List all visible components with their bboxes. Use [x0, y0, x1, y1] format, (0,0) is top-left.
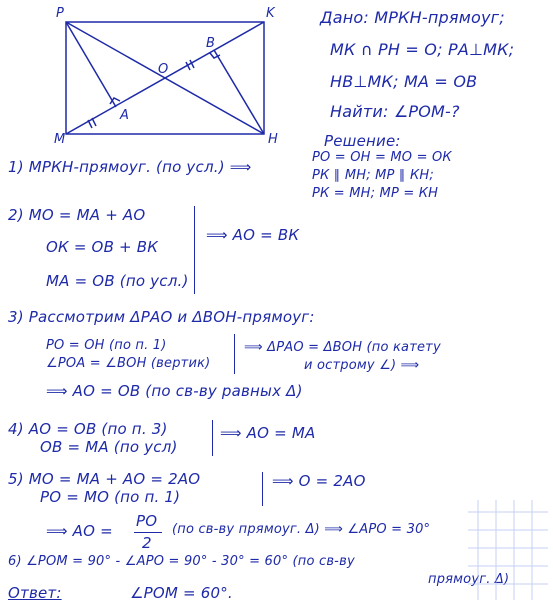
step4-line-2: ОВ = МА (по усл) [40, 438, 178, 456]
step6-line-1: 6) ∠РОМ = 90° - ∠АРО = 90° - 30° = 60° (по св-ву [8, 554, 355, 569]
step3-result-2: и острому ∠) ⟹ [304, 358, 420, 373]
label-h: H [268, 132, 278, 147]
step3-line-4: ⟹ АО = ОВ (по св-ву равных Δ) [46, 382, 303, 400]
label-a: A [120, 108, 130, 123]
label-k: K [266, 6, 275, 21]
label-p: P [56, 6, 65, 21]
step2-line-1: 2) МО = МА + АО [8, 206, 146, 224]
step3-line-1: 3) Рассмотрим ΔРАО и ΔВОН-прямоуг: [8, 308, 315, 326]
step5-line-3b: (по св-ву прямоуг. Δ) ⟹ ∠АРО = 30° [172, 522, 431, 537]
label-m: M [54, 132, 66, 147]
fraction-numerator: РО [136, 512, 158, 530]
fraction-denominator: 2 [142, 534, 152, 552]
step5-result: ⟹ О = 2АО [272, 472, 366, 490]
step5-line-2: РО = МО (по п. 1) [40, 488, 181, 506]
answer-value: ∠РОМ = 60°. [130, 584, 233, 602]
step3-line-3: ∠РОА = ∠ВОН (вертик) [46, 356, 211, 371]
answer-label: Ответ: [8, 584, 62, 602]
step4-line-1: 4) АО = ОВ (по п. 3) [8, 420, 168, 438]
step2-result: ⟹ АО = ВК [206, 226, 300, 244]
step1-result-1: РО = ОН = МО = ОК [312, 150, 452, 165]
step5-line-3a: ⟹ АО = [46, 522, 113, 540]
given-line-2: МК ∩ РН = О; РА⊥МК; [330, 40, 515, 59]
step1-result-2: РК ∥ МН; МР ∥ КН; [312, 168, 434, 183]
given-line-4: Найти: ∠РОМ-? [330, 102, 460, 121]
given-line-3: НВ⊥МК; МА = ОВ [330, 72, 478, 91]
step2-line-2: ОК = ОВ + ВК [46, 238, 159, 256]
label-b: B [206, 36, 216, 51]
step1-result-3: РК = МН; МР = КН [312, 186, 439, 201]
step1-text: 1) МРКН-прямоуг. (по усл.) ⟹ [8, 158, 252, 176]
step5-line-1: 5) МО = МА + АО = 2АО [8, 470, 201, 488]
label-o: O [158, 62, 169, 77]
step2-line-3: МА = ОВ (по усл.) [46, 272, 189, 290]
given-line-1: Дано: МРКН-прямоуг; [320, 8, 505, 27]
step4-result: ⟹ АО = МА [220, 424, 316, 442]
solution-heading: Решение: [324, 132, 401, 150]
step6-line-2: прямоуг. Δ) [428, 572, 510, 587]
step3-line-2: РО = ОН (по п. 1) [46, 338, 167, 353]
step3-result-1: ⟹ ΔРАО = ΔВОН (по катету [244, 340, 441, 355]
